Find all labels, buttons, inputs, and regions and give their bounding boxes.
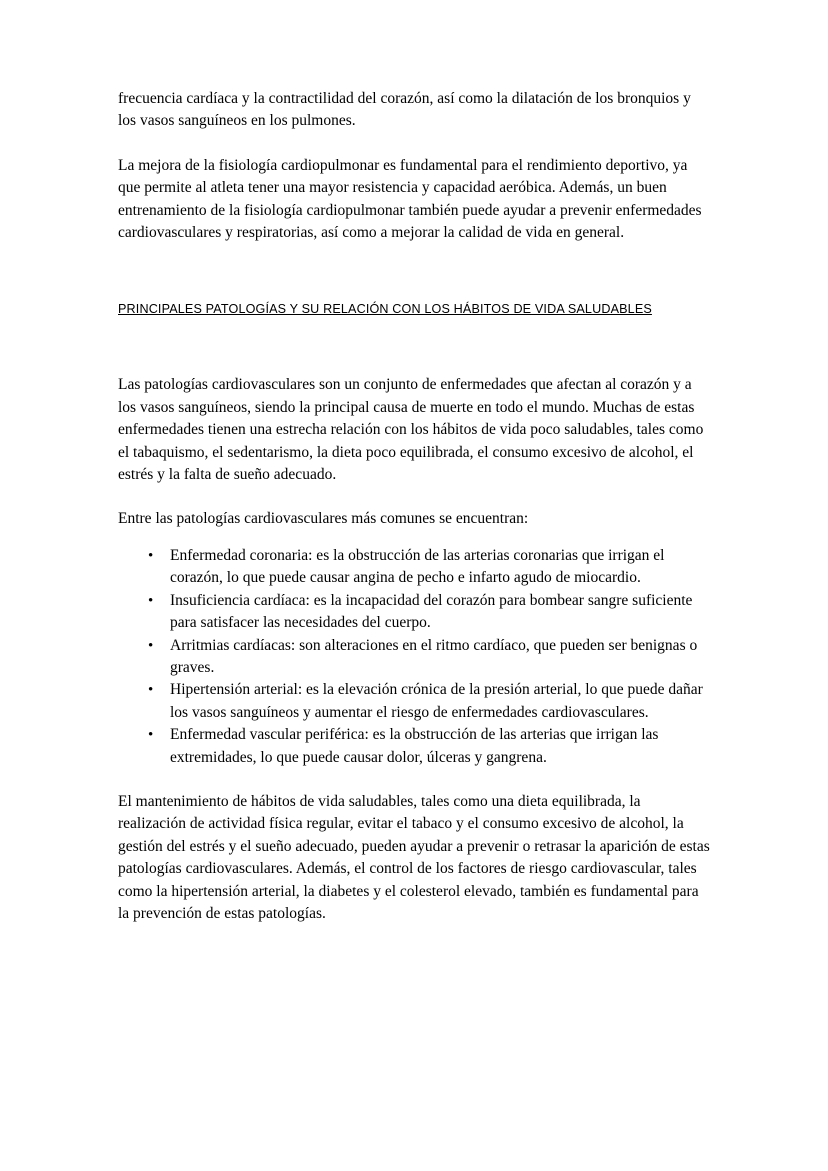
list-item: • Insuficiencia cardíaca: es la incapacidad del corazón para bombear sangre suficiente para satisfacer las necesidades del cuerpo. [170,590,710,635]
list-item: • Enfermedad coronaria: es la obstrucción de las arterias coronarias que irrigan el corazón, lo que puede causar angina de pecho e infarto agudo de miocardio. [170,545,710,590]
paragraph-continuation: frecuencia cardíaca y la contractilidad del corazón, así como la dilatación de los bronquios y los vasos sanguíneos en los pulmones. [118,90,691,130]
section-spacer-before-heading [118,244,710,300]
list-item: • Arritmias cardíacas: son alteraciones en el ritmo cardíaco, que pueden ser benignas o graves. [170,635,710,680]
list-item: • Enfermedad vascular periférica: es la obstrucción de las arterias que irrigan las extremidades, lo que puede causar dolor, úlceras y gangrena. [170,724,710,769]
pathologies-list [118,545,710,769]
list-item: • Hipertensión arterial: es la elevación crónica de la presión arterial, lo que puede dañar los vasos sanguíneos y aumentar el riesgo de enfermedades cardiovasculares. [170,679,710,724]
section-heading: PRINCIPALES PATOLOGÍAS Y SU RELACIÓN CON LOS HÁBITOS DE VIDA SALUDABLES [118,302,652,317]
document-body [118,88,710,925]
paragraph-list-lead-in: Entre las patologías cardiovasculares más comunes se encuentran: [118,510,529,528]
list-spacer-top [118,531,710,545]
paragraph-pathologies-intro: Las patologías cardiovasculares son un conjunto de enfermedades que afectan al corazón y a los vasos sanguíneos, siendo la principal causa de muerte en todo el mundo. Muchas de estas enfermedades tienen una estrecha relación con los hábitos de vida poco saludables, tales como el tabaquismo, el sedentarismo, la dieta poco equilibrada, el consumo excesivo de alcohol, el estrés y la falta de sueño adecuado. [118,376,704,484]
paragraph-healthy-habits: El mantenimiento de hábitos de vida saludables, tales como una dieta equilibrada, la realización de actividad física regular, evitar el tabaco y el consumo excesivo de alcohol, la gestión del estrés y el sueño adecuado, pueden ayudar a prevenir o retrasar la aparición de estas patologías cardiovasculares. Además, el control de los factores de riesgo cardiovascular, tales como la hipertensión arterial, la diabetes y el colesterol elevado, también es fundamental para la prevención de estas patologías. [118,792,710,922]
paragraph-spacer [118,133,710,155]
section-spacer-after-heading [118,318,710,374]
list-spacer-bottom [118,769,710,791]
paragraph-spacer-2 [118,486,710,508]
paragraph-cardiopulmonary-benefits: La mejora de la fisiología cardiopulmonar es fundamental para el rendimiento deportivo, ya que permite al atleta tener una mayor resistencia y capacidad aeróbica. Además, un buen entrenamiento de la fisiología cardiopulmonar también puede ayudar a prevenir enfermedades cardiovasculares y respiratorias, así como a mejorar la calidad de vida en general. [118,156,702,242]
